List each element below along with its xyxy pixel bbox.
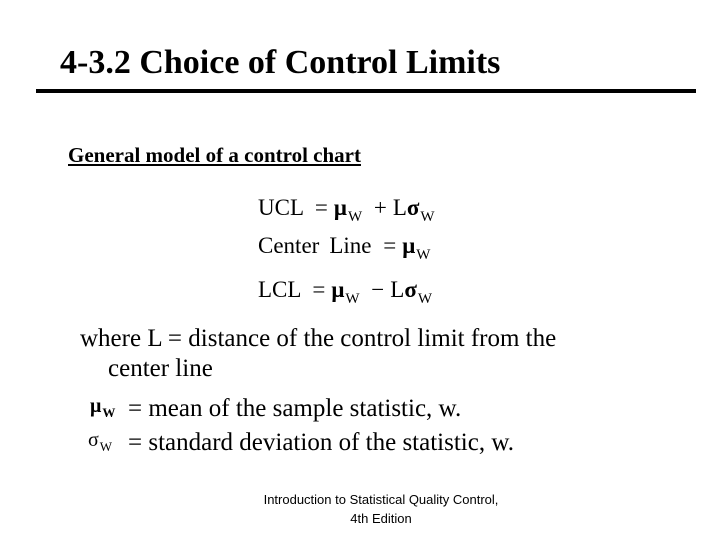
title-underline-rule [36,89,696,93]
ucl-equation [258,196,435,225]
mu-subscript: W [102,405,116,420]
mu-symbol: μ [90,395,102,417]
sigma-subscript: W [99,439,113,454]
section-subtitle: General model of a control chart [68,143,361,167]
definition-sigma: = standard deviation of the statistic, w. [128,429,514,456]
footer-line1: Introduction to Statistical Quality Control, [263,492,499,507]
footer [236,490,526,528]
minus-operator: − [371,277,385,302]
center-line-equation [258,234,430,263]
definition-mu: = mean of the sample statistic, w. [128,395,462,422]
mu-subscript: W [416,247,431,263]
sigma-symbol: σ [406,195,420,220]
equals-sign: = [312,277,326,302]
mu-subscript: W [347,209,363,225]
mu-symbol: μ [402,233,416,258]
mu-w-symbol [90,396,115,419]
sigma-subscript: W [420,209,435,225]
slide-title: 4-3.2 Choice of Control Limits [60,44,501,81]
center-label: Center [258,233,320,258]
sigma-w-symbol [88,430,112,453]
lcl-equation [258,278,432,307]
l-factor: L [390,277,405,302]
equals-sign: = [314,195,328,220]
sigma-symbol: σ [88,429,99,451]
sigma-subscript: W [417,291,433,307]
definition-l-line2: center line [108,355,213,382]
equals-sign: = [383,233,397,258]
lcl-label: LCL [258,277,301,302]
mu-symbol: μ [333,195,347,220]
plus-operator: + [373,195,387,220]
mu-symbol: μ [331,277,345,302]
definition-l-line1: where L = distance of the control limit from the [80,325,557,352]
mu-subscript: W [345,291,360,307]
sigma-symbol: σ [404,277,417,302]
l-factor: L [392,195,407,220]
footer-line2: 4th Edition [350,511,412,526]
ucl-label: UCL [258,195,304,220]
line-label: Line [329,233,372,258]
